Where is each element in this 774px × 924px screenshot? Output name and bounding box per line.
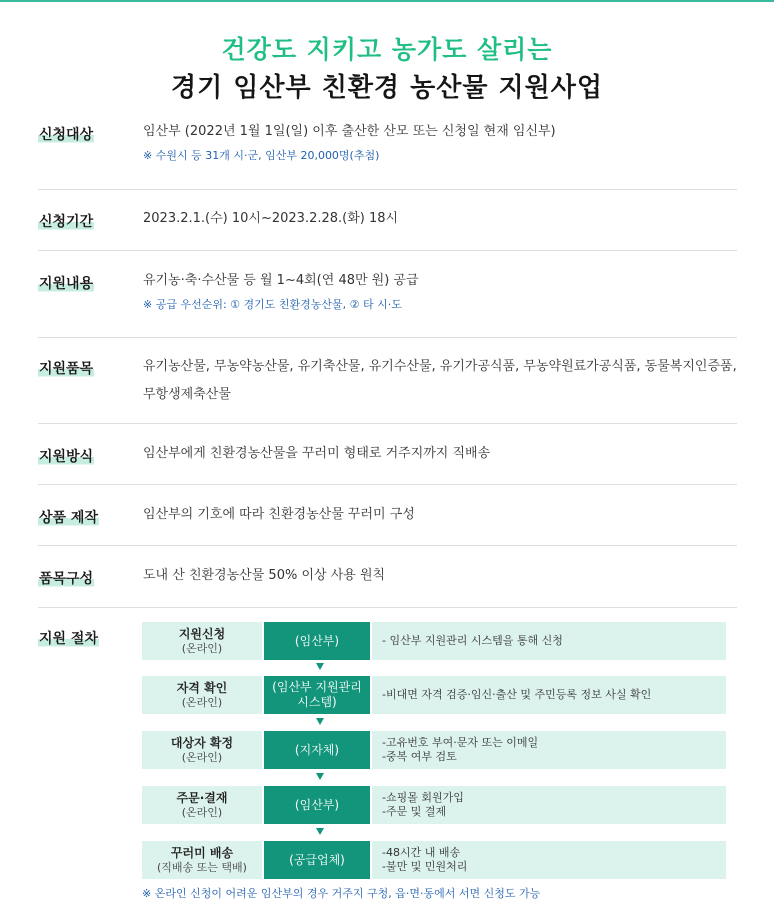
divider xyxy=(38,423,737,424)
step-desc: -비대면 자격 검증·임신·출산 및 주민등록 정보 사실 확인 xyxy=(382,688,652,701)
step-desc: -중복 여부 검토 xyxy=(382,750,457,763)
procedure-note: ※ 온라인 신청이 어려운 임산부의 경우 거주지 구청, 읍·면·동에서 서면 신청도 가능 xyxy=(142,887,541,900)
row-label: 지원품목 xyxy=(38,358,94,378)
step-actor: (임산부 지원관리 시스템) xyxy=(272,680,362,709)
step-name: 지원신청 xyxy=(178,626,226,641)
row-label: 신청기간 xyxy=(38,211,94,231)
page-title: 경기 임산부 친환경 농산물 지원사업 xyxy=(171,73,603,103)
divider xyxy=(38,337,737,338)
row-content: 임산부 (2022년 1월 1일(일) 이후 출산한 산모 또는 신청일 현재 임신부) xyxy=(143,124,556,139)
step-desc: -고유번호 부여·문자 또는 이메일 xyxy=(382,736,539,749)
row-label: 지원방식 xyxy=(38,446,94,466)
step-name: 꾸러미 배송 xyxy=(170,845,234,860)
row-content: 임산부에게 친환경농산물을 꾸러미 형태로 거주지까지 직배송 xyxy=(143,446,491,461)
step-actor: (임산부) xyxy=(294,797,340,812)
row-content: 유기농산물, 무농약농산물, 유기축산물, 유기수산물, 유기가공식품, 무농약원료가공식품, 동물복지인증품, 무항생제축산물 xyxy=(143,359,737,402)
step-channel: (직배송 또는 택배) xyxy=(157,860,247,874)
step-desc: -주문 및 결제 xyxy=(382,805,447,818)
step-name: 자격 확인 xyxy=(176,680,228,695)
divider xyxy=(38,250,737,251)
step-name: 대상자 확정 xyxy=(170,735,234,750)
procedure-step-apply xyxy=(142,622,726,660)
step-channel: (온라인) xyxy=(181,641,223,655)
procedure-step-confirm xyxy=(142,731,726,769)
step-desc: -48시간 내 배송 xyxy=(382,846,461,859)
divider xyxy=(38,484,737,485)
step-channel: (온라인) xyxy=(181,750,223,764)
row-content: 도내 산 친환경농산물 50% 이상 사용 원칙 xyxy=(143,568,386,583)
row-note: ※ 공급 우선순위: ① 경기도 친환경농산물, ② 타 시·도 xyxy=(143,298,402,311)
procedure-step-eligibility xyxy=(142,676,726,714)
step-channel: (온라인) xyxy=(181,695,223,709)
step-desc: -불만 및 민원처리 xyxy=(382,860,468,873)
row-note: ※ 수원시 등 31개 시·군, 임산부 20,000명(추첨) xyxy=(143,149,380,162)
row-content: 2023.2.1.(수) 10시~2023.2.28.(화) 18시 xyxy=(143,211,399,226)
step-actor: (공급업체) xyxy=(289,852,345,867)
step-desc: -쇼핑몰 회원가입 xyxy=(382,791,464,804)
top-accent-line xyxy=(0,0,774,2)
step-name: 주문·결재 xyxy=(176,790,228,805)
row-content: 유기농·축·수산물 등 월 1~4회(연 48만 원) 공급 xyxy=(143,273,419,288)
procedure-step-delivery xyxy=(142,841,726,879)
row-content: 임산부의 기호에 따라 친환경농산물 꾸러미 구성 xyxy=(143,507,415,522)
row-label: 신청대상 xyxy=(38,124,94,144)
row-label: 품목구성 xyxy=(38,568,94,588)
step-actor: (지자체) xyxy=(294,742,340,757)
row-label: 상품 제작 xyxy=(38,507,99,527)
arrow-down-icon xyxy=(316,773,324,780)
divider xyxy=(38,189,737,190)
row-label: 지원내용 xyxy=(38,273,94,293)
divider xyxy=(38,607,737,608)
procedure-label: 지원 절차 xyxy=(38,628,99,648)
divider xyxy=(38,545,737,546)
arrow-down-icon xyxy=(316,663,324,670)
step-actor: (임산부) xyxy=(294,633,340,648)
page-subtitle: 건강도 지키고 농가도 살리는 xyxy=(221,35,553,64)
step-channel: (온라인) xyxy=(181,805,223,819)
arrow-down-icon xyxy=(316,718,324,725)
procedure-step-order xyxy=(142,786,726,824)
step-desc: - 임산부 지원관리 시스템을 통해 신청 xyxy=(382,634,563,647)
arrow-down-icon xyxy=(316,828,324,835)
